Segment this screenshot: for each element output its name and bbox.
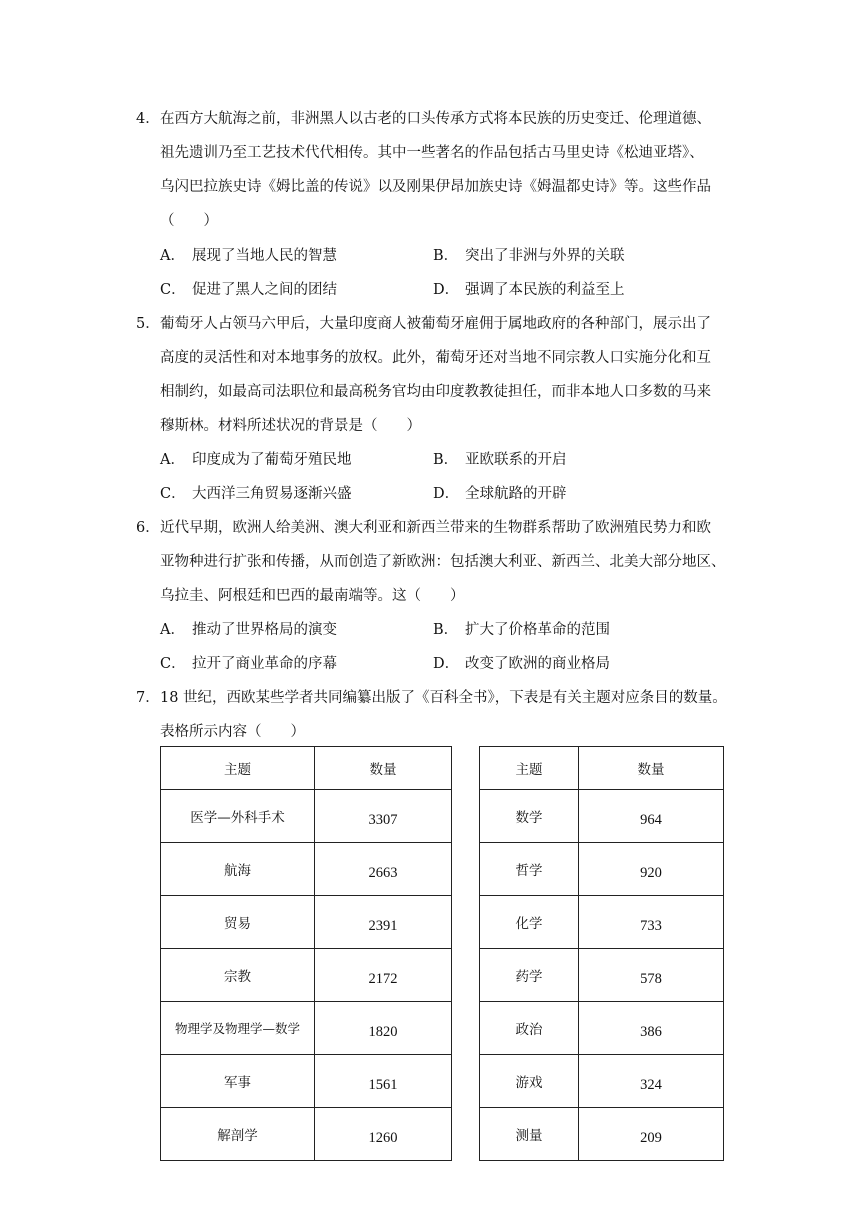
option-a-text: 印度成为了葡萄牙殖民地 xyxy=(192,452,352,468)
option-a-label[interactable]: A． xyxy=(160,248,185,264)
topic-cell: 医学—外科手术 xyxy=(161,790,315,843)
count-cell: 386 xyxy=(579,1002,724,1055)
option-a-label[interactable]: A． xyxy=(160,622,185,638)
count-cell: 2391 xyxy=(315,896,452,949)
table-row xyxy=(161,790,724,843)
topic-cell: 军事 xyxy=(161,1055,315,1108)
question-text-line: 高度的灵活性和对本地事务的放权。此外，葡萄牙还对当地不同宗教人口实施分化和互 xyxy=(160,350,711,366)
header-topic-right: 主题 xyxy=(480,747,579,790)
option-a-text: 展现了当地人民的智慧 xyxy=(192,248,337,264)
topic-cell: 药学 xyxy=(480,949,579,1002)
count-cell: 733 xyxy=(579,896,724,949)
count-cell: 324 xyxy=(579,1055,724,1108)
count-cell: 209 xyxy=(579,1108,724,1161)
topic-cell: 政治 xyxy=(480,1002,579,1055)
count-cell: 964 xyxy=(579,790,724,843)
count-cell: 3307 xyxy=(315,790,452,843)
topic-cell: 航海 xyxy=(161,843,315,896)
table-row xyxy=(161,949,724,1002)
question-text-line: 祖先遗训乃至工艺技术代代相传。其中一些著名的作品包括古马里史诗《松迪亚塔》、 xyxy=(160,145,704,161)
question-text-line: 表格所示内容（ ） xyxy=(160,724,305,740)
option-c-label[interactable]: C． xyxy=(160,656,186,672)
count-cell: 1561 xyxy=(315,1055,452,1108)
option-a-text: 推动了世界格局的演变 xyxy=(192,622,337,638)
option-b-label[interactable]: B． xyxy=(433,622,459,638)
table-row xyxy=(161,896,724,949)
topic-cell: 宗教 xyxy=(161,949,315,1002)
encyclopedia-table xyxy=(160,746,724,1161)
option-b-label[interactable]: B． xyxy=(433,248,459,264)
question-text-line: 乌拉圭、阿根廷和巴西的最南端等。这（ ） xyxy=(160,588,465,604)
table-row xyxy=(161,1055,724,1108)
table-header-row xyxy=(161,747,724,790)
count-cell: 920 xyxy=(579,843,724,896)
topic-cell: 解剖学 xyxy=(161,1108,315,1161)
count-cell: 578 xyxy=(579,949,724,1002)
option-d-label[interactable]: D． xyxy=(433,486,460,502)
option-c-text: 促进了黑人之间的团结 xyxy=(192,282,337,298)
table-row xyxy=(161,1108,724,1161)
header-count-right: 数量 xyxy=(579,747,724,790)
question-text-line: 相制约，如最高司法职位和最高税务官均由印度教教徒担任，而非本地人口多数的马来 xyxy=(160,384,711,400)
count-cell: 2172 xyxy=(315,949,452,1002)
question-text-line: 葡萄牙人占领马六甲后，大量印度商人被葡萄牙雇佣于属地政府的各种部门，展示出了 xyxy=(160,316,711,332)
topic-cell: 哲学 xyxy=(480,843,579,896)
option-d-text: 强调了本民族的利益至上 xyxy=(465,282,625,298)
option-a-label[interactable]: A． xyxy=(160,452,185,468)
count-cell: 1820 xyxy=(315,1002,452,1055)
question-text-line: 近代早期，欧洲人给美洲、澳大利亚和新西兰带来的生物群系帮助了欧洲殖民势力和欧 xyxy=(160,520,711,536)
topic-cell: 游戏 xyxy=(480,1055,579,1108)
header-topic-left: 主题 xyxy=(161,747,315,790)
option-c-text: 大西洋三角贸易逐渐兴盛 xyxy=(192,486,352,502)
topic-cell: 数学 xyxy=(480,790,579,843)
option-d-label[interactable]: D． xyxy=(433,282,460,298)
topic-cell: 贸易 xyxy=(161,896,315,949)
question-number: 6． xyxy=(136,520,160,536)
table-gap xyxy=(452,747,480,1161)
question-text-line: 在西方大航海之前，非洲黑人以古老的口头传承方式将本民族的历史变迁、伦理道德、 xyxy=(160,111,711,127)
question-number: 7． xyxy=(136,690,160,706)
count-cell: 2663 xyxy=(315,843,452,896)
count-cell: 1260 xyxy=(315,1108,452,1161)
option-c-label[interactable]: C． xyxy=(160,486,186,502)
table-row xyxy=(161,1002,724,1055)
topic-cell: 化学 xyxy=(480,896,579,949)
question-text-line: 18 世纪，西欧某些学者共同编纂出版了《百科全书》，下表是有关主题对应条目的数量。 xyxy=(160,690,727,706)
option-d-label[interactable]: D． xyxy=(433,656,460,672)
option-d-text: 全球航路的开辟 xyxy=(465,486,567,502)
table-row xyxy=(161,843,724,896)
topic-cell: 测量 xyxy=(480,1108,579,1161)
header-count-left: 数量 xyxy=(315,747,452,790)
option-c-label[interactable]: C． xyxy=(160,282,186,298)
question-text-line: 乌闪巴拉族史诗《姆比盖的传说》以及刚果伊昂加族史诗《姆温都史诗》等。这些作品 xyxy=(160,179,711,195)
option-b-text: 扩大了价格革命的范围 xyxy=(465,622,610,638)
question-number: 4． xyxy=(136,111,160,127)
option-c-text: 拉开了商业革命的序幕 xyxy=(192,656,337,672)
option-b-text: 突出了非洲与外界的关联 xyxy=(465,248,625,264)
topic-cell: 物理学及物理学—数学 xyxy=(161,1002,315,1055)
question-text-line: 亚物种进行扩张和传播，从而创造了新欧洲：包括澳大利亚、新西兰、北美大部分地区、 xyxy=(160,554,726,570)
question-number: 5． xyxy=(136,316,160,332)
question-text-line: 穆斯林。材料所述状况的背景是（ ） xyxy=(160,418,421,434)
option-b-text: 亚欧联系的开启 xyxy=(465,452,567,468)
question-text-line: （ ） xyxy=(160,213,218,229)
option-d-text: 改变了欧洲的商业格局 xyxy=(465,656,610,672)
option-b-label[interactable]: B． xyxy=(433,452,459,468)
